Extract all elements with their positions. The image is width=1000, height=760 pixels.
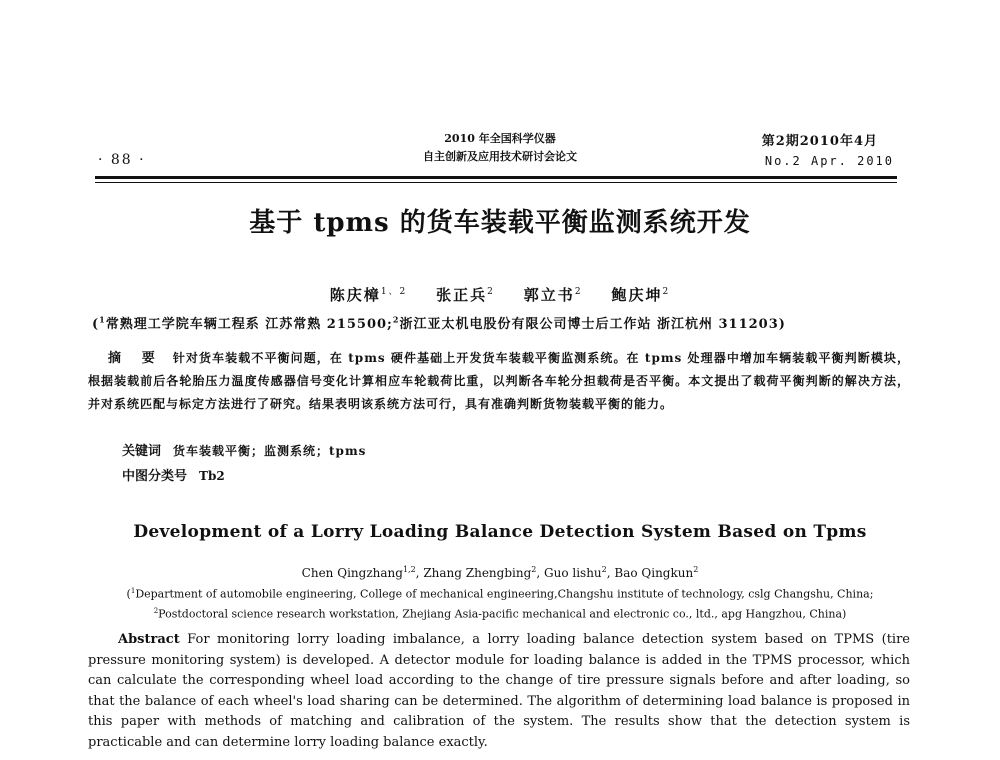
affiliation-en-line-1: ($^1$Department of automobile engineering, College of mechanical engineering,Changshu institute of technology, cslg Changshu, China;: [126, 587, 874, 601]
classification-code: Tb2: [199, 469, 225, 483]
author-cn: 郭立书$^2$: [523, 286, 583, 304]
running-header: [0, 128, 1000, 178]
affiliation-en-line-2: $^2$Postdoctoral science research workstation, Zhejiang Asia-pacific mechanical and electronic co., ltd., apg Hangzhou, China): [153, 606, 847, 621]
author-en: Guo lishu$^2$,: [544, 565, 615, 580]
author-cn: 张正兵$^2$: [436, 286, 495, 304]
keywords-text-cn: 货车装载平衡；监测系统；tpms: [173, 444, 367, 458]
paper-title-cn: 基于 tpms 的货车装载平衡监测系统开发: [249, 208, 751, 238]
author-cn: 鲍庆坤$^2$: [611, 286, 671, 304]
header-rule-thin: [95, 182, 897, 183]
author-en: Chen Qingzhang$^{1,2}$,: [301, 565, 424, 580]
issue-info-cn: 第2期2010年4月: [761, 134, 878, 149]
affiliation-en: [0, 583, 1000, 622]
header-rule-thick: [95, 176, 897, 179]
author-list-cn: [0, 284, 1000, 305]
affiliation-cn: ($^1$常熟理工学院车辆工程系 江苏常熟 215500;$^2$浙江亚太机电股份有限公司博士后工作站 浙江杭州 311203): [92, 314, 786, 332]
abstract-cn: [88, 347, 910, 416]
classification-cn: [122, 465, 225, 484]
author-en: Zhang Zhengbing$^2$,: [423, 565, 544, 580]
abstract-en: [88, 630, 910, 753]
abstract-text-cn: 针对货车装载不平衡问题，在 tpms 硬件基础上开发货车装载平衡监测系统。在 tpms 处理器中增加车辆装载平衡判断模块，根据装载前后各轮胎压力温度传感器信号变化计算相应车轮载荷比重，以判断各车轮分担载荷是否平衡。本文提出了载荷平衡判断的解决方法，并对系统匹配与标定方法进行了研究。结果表明该系统方法可行，具有准确判断货物装载平衡的能力。: [88, 351, 910, 411]
keywords-label-cn: 关键词: [122, 444, 162, 459]
conference-line-1: 2010 年全国科学仪器: [444, 132, 556, 145]
abstract-text-en: For monitoring lorry loading imbalance, a lorry loading balance detection system based on TPMS (tire pressure monitoring system) is developed. A detector module for loading balance is added in the TPMS processor, which can calculate the corresponding wheel load according to the change of tire pressure signals before and after loading, so that the balance of each wheel's load sharing can be determined. The algorithm of determining load balance is proposed in this paper with methods of matching and calibration of the system. The results show that the detection system is practicable and can determine lorry loading balance exactly.: [88, 632, 910, 750]
keywords-cn: [122, 440, 366, 459]
issue-info-en: No.2 Apr. 2010: [764, 154, 894, 168]
classification-label-cn: 中图分类号: [122, 469, 188, 484]
page-number: · 88 ·: [98, 152, 146, 168]
author-list-en: [0, 565, 1000, 580]
abstract-label-en: Abstract: [118, 632, 180, 647]
author-en: Bao Qingkun$^2$: [614, 565, 699, 580]
abstract-label-cn: 摘 要: [108, 351, 163, 366]
conference-line-2: 自主创新及应用技术研讨会论文: [423, 150, 577, 163]
author-cn: 陈庆樟$^{1、2}$: [329, 286, 408, 304]
paper-title-en: Development of a Lorry Loading Balance Detection System Based on Tpms: [133, 522, 867, 542]
